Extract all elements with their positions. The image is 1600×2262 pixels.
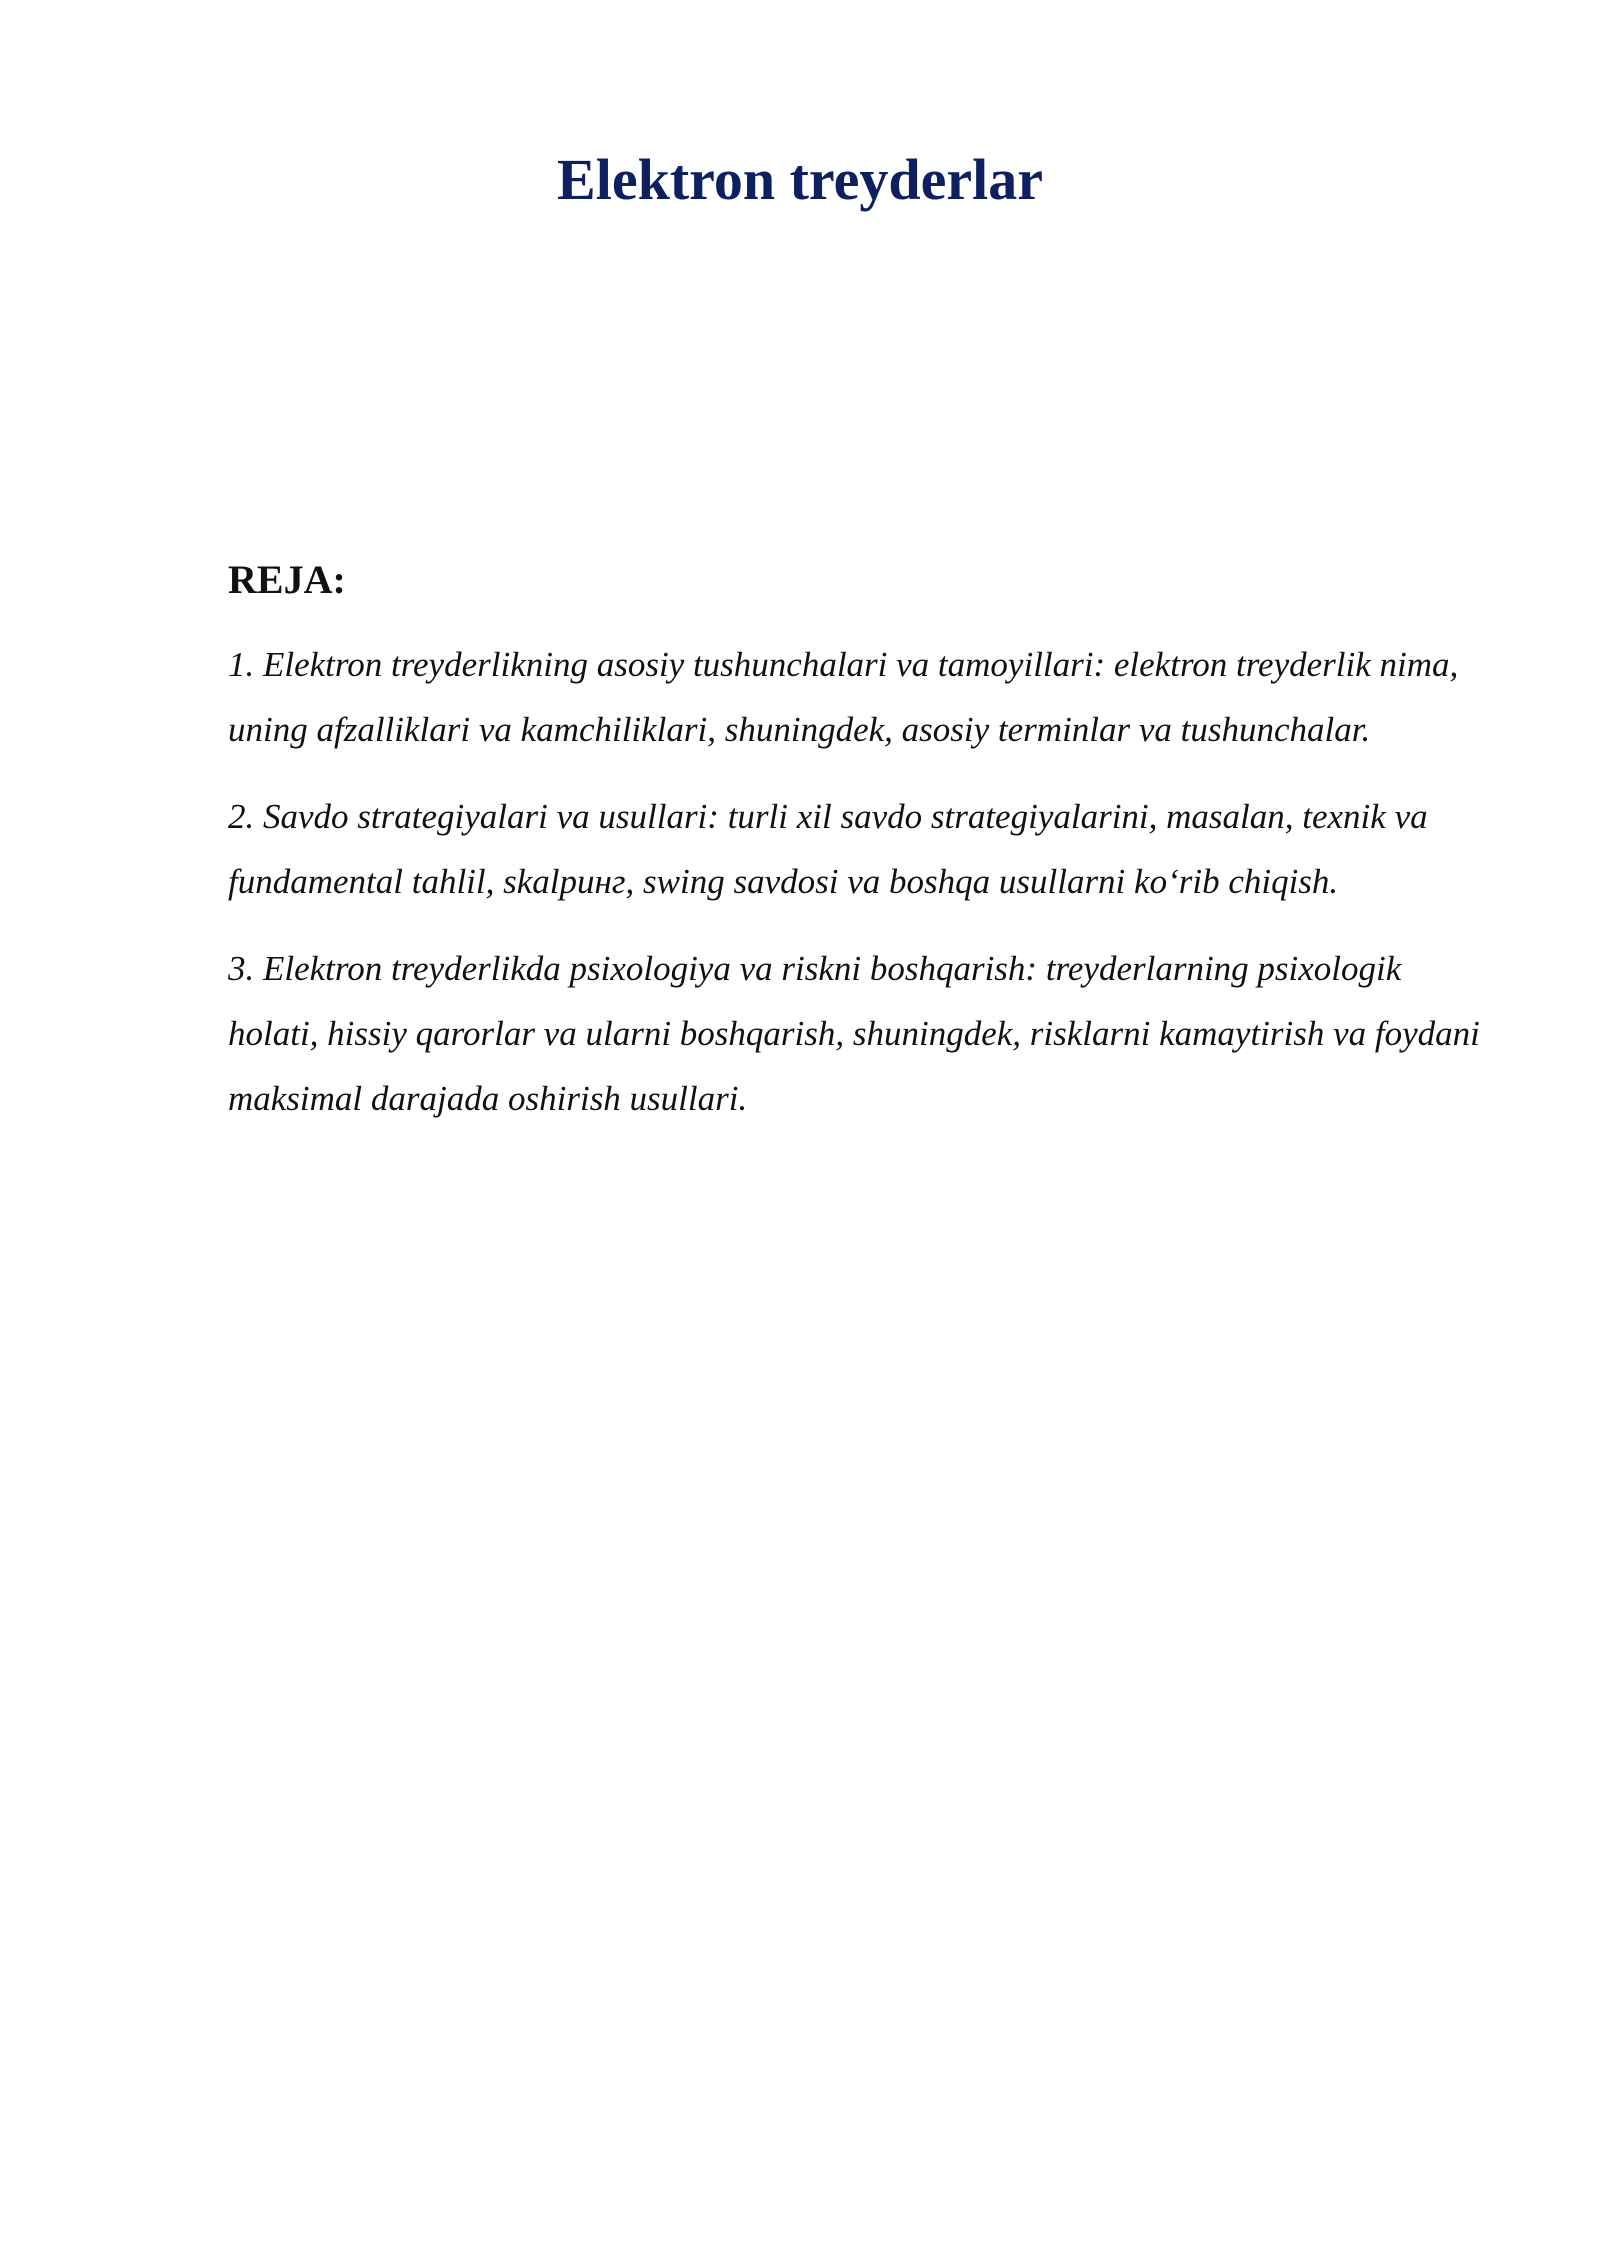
- page-title: Elektron treyderlar: [557, 147, 1043, 212]
- plan-item-2: 2. Savdo strategiyalari va usullari: turli xil savdo strategiyalarini, masalan, texnik va fundamental tahlil, skalpинг, swing savdosi va boshqa usullarni ko‘rib chiqish.: [228, 797, 1428, 901]
- plan-heading: REJA:: [228, 557, 346, 602]
- plan-item-1: 1. Elektron treyderlikning asosiy tushunchalari va tamoyillari: elektron treyderlik nima, uning afzalliklari va kamchiliklari, shuningdek, asosiy terminlar va tushunchalar.: [228, 645, 1459, 749]
- plan-section: [228, 556, 1488, 1153]
- plan-item-3: 3. Elektron treyderlikda psixologiya va riskni boshqarish: treyderlarning psixologik holati, hissiy qarorlar va ularni boshqarish, shuningdek, risklarni kamaytirish va foydani maksimal darajada oshirish usullari.: [228, 949, 1480, 1118]
